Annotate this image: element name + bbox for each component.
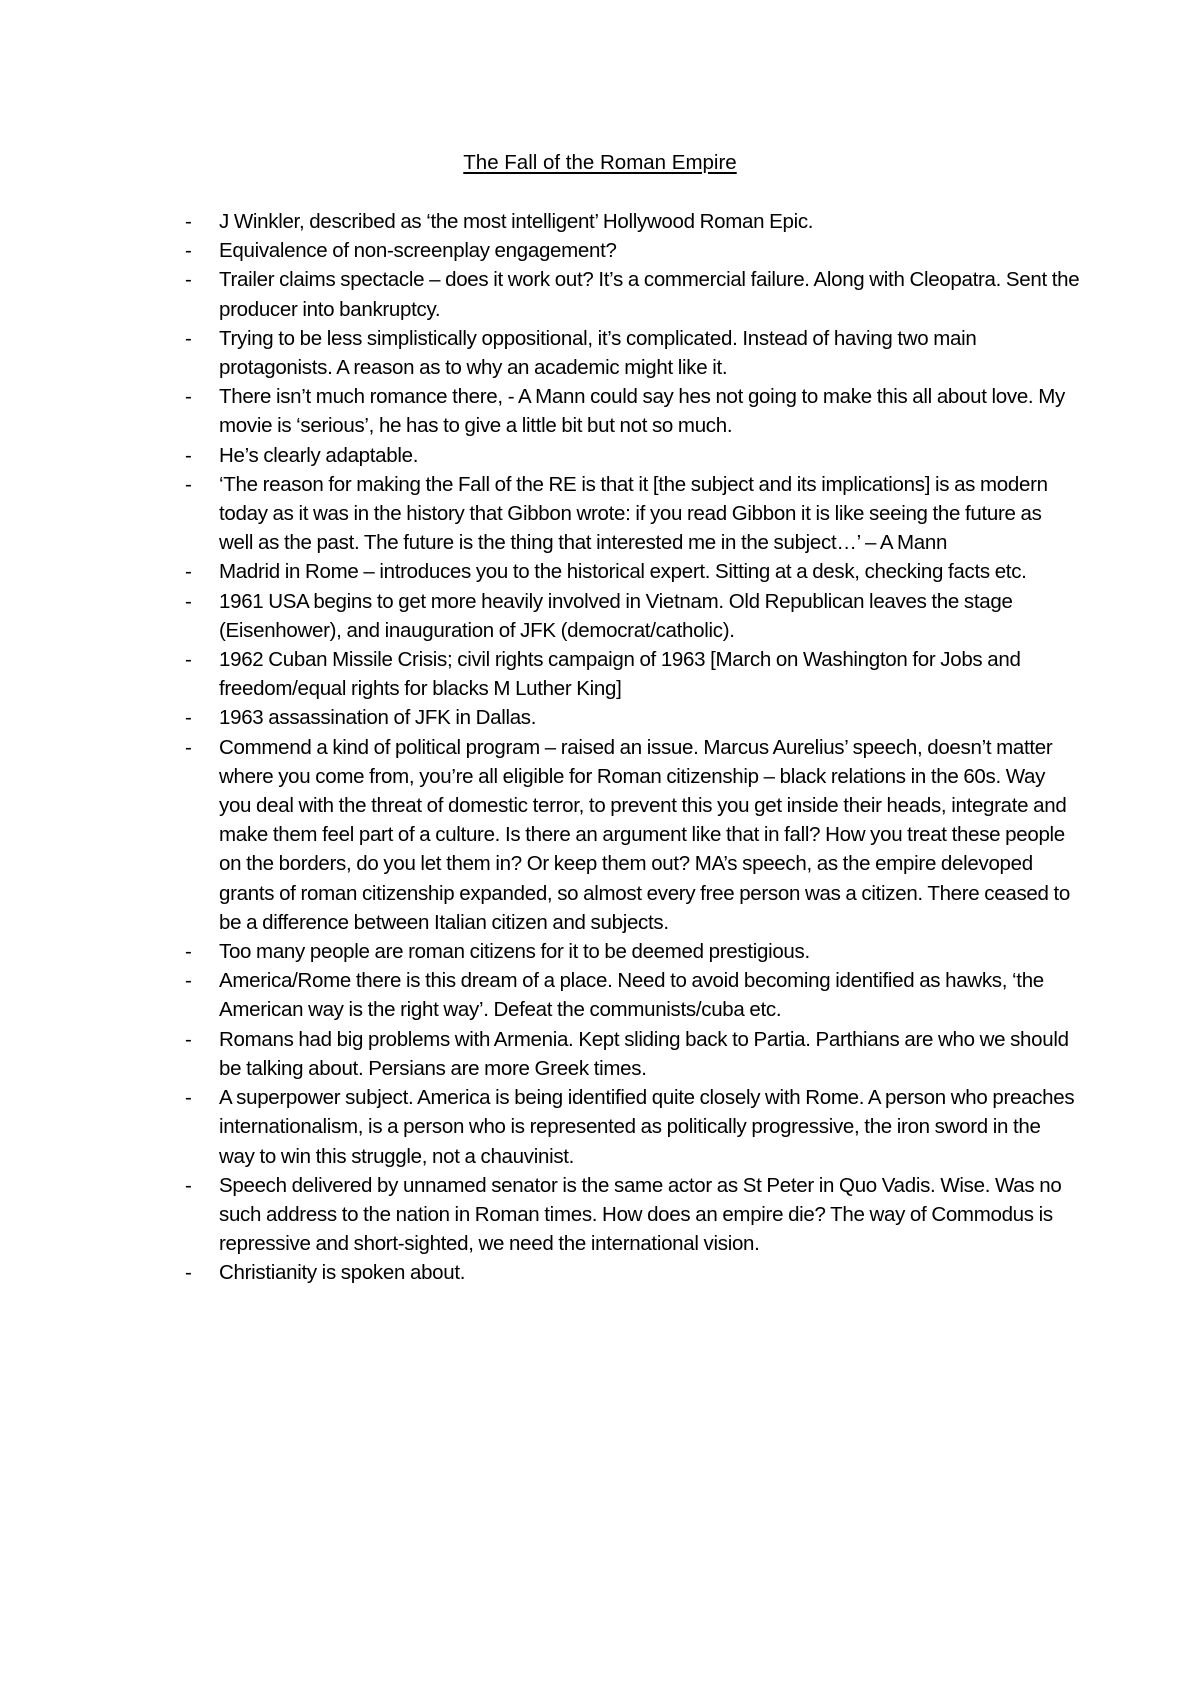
bullet-dash: - — [185, 1261, 192, 1285]
note-text: Madrid in Rome – introduces you to the historical expert. Sitting at a desk, checking facts etc. — [219, 560, 1027, 584]
bullet-dash: - — [185, 589, 192, 613]
note-text: 1961 USA begins to get more heavily involved in Vietnam. Old Republican leaves the stage (Eisenhower), and inauguration of JFK (democrat/catholic). — [219, 589, 1013, 642]
note-item — [0, 937, 1080, 966]
note-text: ‘The reason for making the Fall of the RE is that it [the subject and its implications] is as modern today as it was in the history that Gibbon wrote: if you read Gibbon it is like seeing the future as well as the past. The future is the thing that interested me in the subject…’ – A Mann — [219, 472, 1048, 555]
note-text: 1962 Cuban Missile Crisis; civil rights campaign of 1963 [March on Washington for Jobs and freedom/equal rights for blacks M Luther King] — [219, 648, 1021, 701]
note-text: Equivalence of non-screenplay engagement? — [219, 239, 617, 263]
bullet-dash: - — [185, 1086, 192, 1110]
note-text: Trailer claims spectacle – does it work out? It’s a commercial failure. Along with Cleopatra. Sent the producer into bankruptcy. — [219, 268, 1080, 321]
bullet-dash: - — [185, 706, 192, 730]
note-text: Romans had big problems with Armenia. Kept sliding back to Partia. Parthians are who we should be talking about. Persians are more Greek times. — [219, 1027, 1069, 1080]
note-item — [0, 1258, 1080, 1287]
note-item — [0, 265, 1080, 323]
note-item — [0, 587, 1080, 645]
note-text: A superpower subject. America is being identified quite closely with Rome. A person who preaches internationalism, is a person who is represented as politically progressive, the iron sword in the way to win this struggle, not a chauvinist. — [219, 1086, 1075, 1168]
note-text: J Winkler, described as ‘the most intelligent’ Hollywood Roman Epic. — [219, 210, 814, 233]
note-item — [0, 733, 1080, 937]
note-text: He’s clearly adaptable. — [219, 443, 419, 467]
bullet-dash: - — [185, 969, 192, 993]
note-item — [0, 1171, 1080, 1259]
bullet-dash: - — [185, 239, 192, 263]
bullet-dash: - — [185, 1173, 192, 1197]
bullet-dash: - — [185, 1027, 192, 1051]
note-item — [0, 703, 1080, 732]
bullet-dash: - — [185, 940, 192, 964]
bullet-dash: - — [185, 472, 192, 496]
note-text: Trying to be less simplistically oppositional, it’s complicated. Instead of having two main protagonists. A reason as to why an academic might like it. — [219, 326, 977, 380]
note-item — [0, 966, 1080, 1024]
bullet-dash: - — [185, 443, 192, 467]
note-text: Commend a kind of political program – raised an issue. Marcus Aurelius’ speech, doesn’t matter where you come from, you’re all eligible for Roman citizenship – black relations in the 60s. Way you deal with the threat of domestic terror, to prevent this you get inside their heads, integrate and make them feel part of a culture. Is there an argument like that in fall? How you treat these people on the borders, do you let them in? Or keep them out? MA’s speech, as the empire delevoped grants of roman citizenship expanded, so almost every free person was a citizen. There ceased to be a difference between Italian citizen and subjects. — [219, 735, 1070, 934]
note-text: America/Rome there is this dream of a place. Need to avoid becoming identified as hawks, ‘the American way is the right way’. Defeat the communists/cuba etc. — [219, 969, 1044, 1022]
notes-list — [0, 207, 1080, 1288]
bullet-dash: - — [185, 268, 192, 292]
note-item — [0, 382, 1080, 440]
note-text: Too many people are roman citizens for it to be deemed prestigious. — [219, 940, 810, 964]
note-text: 1963 assassination of JFK in Dallas. — [219, 706, 537, 730]
bullet-dash: - — [185, 210, 192, 233]
note-item — [0, 557, 1080, 586]
note-text: Speech delivered by unnamed senator is the same actor as St Peter in Quo Vadis. Wise. Was no such address to the nation in Roman times. How does an empire die? The way of Commodus is repressive and short-sighted, we need the international vision. — [219, 1173, 1062, 1256]
note-item — [0, 470, 1080, 558]
bullet-dash: - — [185, 648, 192, 672]
note-item — [0, 324, 1080, 382]
document-title: The Fall of the Roman Empire — [463, 151, 737, 174]
note-item — [0, 236, 1080, 265]
note-item — [0, 207, 1080, 236]
bullet-dash: - — [185, 326, 192, 350]
note-item — [0, 645, 1080, 703]
note-item — [0, 1025, 1080, 1083]
bullet-dash: - — [185, 735, 192, 759]
note-text: Christianity is spoken about. — [219, 1261, 466, 1285]
note-item — [0, 441, 1080, 470]
note-item — [0, 1083, 1080, 1171]
note-text: There isn’t much romance there, - A Mann could say hes not going to make this all about love. My movie is ‘serious’, he has to give a little bit but not so much. — [219, 385, 1065, 438]
bullet-dash: - — [185, 560, 192, 584]
bullet-dash: - — [185, 385, 192, 409]
